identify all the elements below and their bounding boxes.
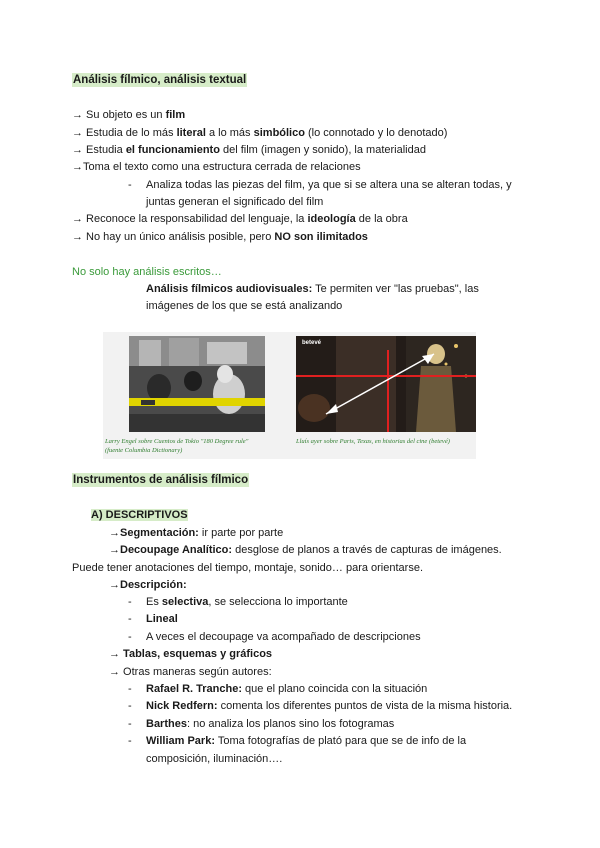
line-tablas: → Tablas, esquemas y gráficos (109, 648, 273, 660)
caption-left-1: Larry Engel sobre Cuentos de Tokio "180 Degree rule" (105, 438, 249, 445)
line-decoupage: →Decoupage Analítico: desglose de planos a través de capturas de imágenes. (109, 544, 502, 556)
dash-marker: - (128, 735, 132, 747)
tokyo-story-image (129, 336, 265, 432)
subline-piezas-1: Analiza todas las piezas del film, ya que si se altera una se alteran todas, y (146, 179, 512, 191)
section-heading-analisis: Análisis fílmico, análisis textual (73, 74, 247, 86)
line-objeto: → Su objeto es un film (72, 109, 186, 121)
autor-tranche: Rafael R. Tranche: que el plano coincida con la situación (146, 683, 428, 695)
dash-marker: - (128, 683, 132, 695)
line-literal: → Estudia de lo más literal a lo más simbólico (lo connotado y lo denotado) (72, 127, 448, 139)
line-descripcion: →Descripción: (109, 579, 187, 591)
dash-marker: - (128, 700, 132, 712)
dash-marker: - (128, 596, 132, 608)
line-estructura: →Toma el texto como una estructura cerrada de relaciones (72, 161, 361, 173)
desc-item-decoupage: A veces el decoupage va acompañado de descripciones (146, 631, 421, 643)
line-decoupage-2: Puede tener anotaciones del tiempo, montaje, sonido… para orientarse. (72, 562, 423, 574)
betev-logo: betevé (302, 340, 322, 346)
line-otras: → Otras maneras según autores: (109, 666, 272, 678)
dash-marker: - (128, 631, 132, 643)
desc-item-selectiva: Es selectiva, se selecciona lo importante (146, 596, 348, 608)
nosolo-heading: No solo hay análisis escritos… (72, 266, 222, 278)
audiovisuales-line-2: imágenes de los que se está analizando (146, 300, 343, 312)
dash-marker: - (128, 718, 132, 730)
line-ilimitados: → No hay un único análisis posible, pero NO son ilimitados (72, 231, 368, 243)
caption-right: Lluís ayer sobre Paris, Texas, en historias del cine (betevé) (296, 438, 450, 445)
autor-redfern: Nick Redfern: comenta los diferentes puntos de vista de la misma historia. (146, 700, 513, 712)
dash-marker: - (128, 613, 132, 625)
section-heading-instrumentos: Instrumentos de análisis fílmico (73, 474, 249, 486)
dash-marker: - (128, 179, 132, 191)
autor-park: William Park: Toma fotografías de plató para que se de info de la (146, 735, 467, 747)
autor-park-2: composición, iluminación…. (146, 753, 283, 765)
tokyo-story-still (129, 336, 265, 432)
subline-piezas-2: juntas generan el significado del film (146, 196, 324, 208)
line-funcionamiento: → Estudia el funcionamiento del film (imagen y sonido), la materialidad (72, 144, 426, 156)
line-ideologia: → Reconoce la responsabilidad del lenguaje, la ideología de la obra (72, 213, 408, 225)
paris-texas-image (296, 336, 476, 432)
paris-texas-still (296, 336, 476, 432)
line-segmentacion: →Segmentación: ir parte por parte (109, 527, 284, 539)
autor-barthes: Barthes: no analiza los planos sino los fotogramas (146, 718, 395, 730)
audiovisuales-line-1: Análisis fílmicos audiovisuales: Te permiten ver "las pruebas", las (146, 283, 479, 295)
caption-left-2: (fuente Columbia Dictionary) (105, 447, 183, 454)
subsection-descriptivos: A) DESCRIPTIVOS (91, 509, 188, 521)
desc-item-lineal: Lineal (146, 613, 178, 625)
